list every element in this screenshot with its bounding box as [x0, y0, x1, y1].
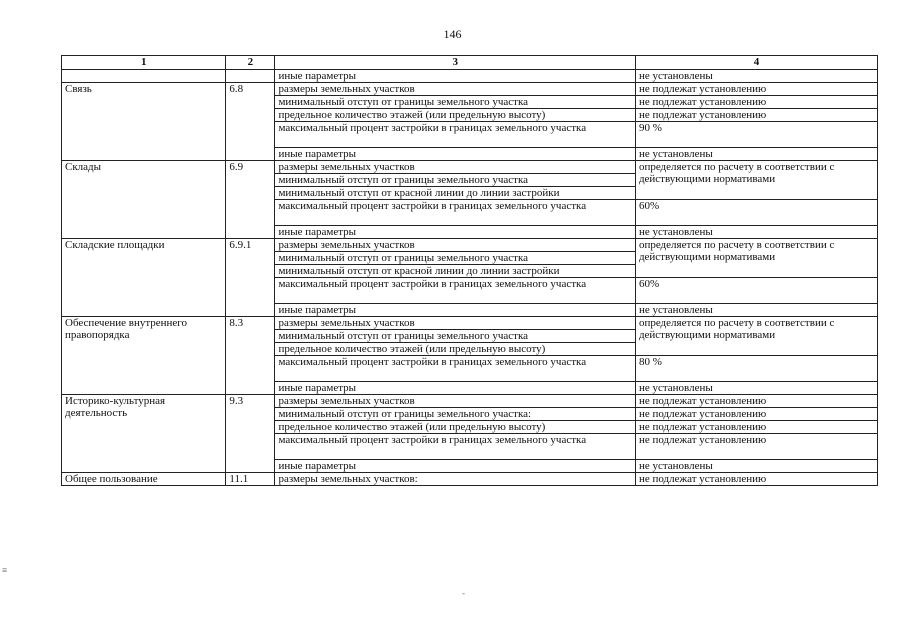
- parameter-cell: иные параметры: [275, 304, 636, 317]
- value-cell: не установлены: [635, 304, 877, 317]
- land-use-name-cell: [62, 70, 226, 83]
- parameter-cell: минимальный отступ от границы земельного участка: [275, 252, 636, 265]
- page-number: 146: [443, 27, 462, 41]
- parameter-cell: размеры земельных участков: [275, 161, 636, 174]
- header-col-3: 3: [275, 56, 636, 70]
- parameter-cell: размеры земельных участков: [275, 239, 636, 252]
- value-cell: не подлежат установлению: [635, 434, 877, 460]
- parameter-cell: иные параметры: [275, 70, 636, 83]
- parameter-cell: максимальный процент застройки в границах земельного участка: [275, 356, 636, 382]
- table-row: [62, 239, 878, 252]
- land-use-code-cell: 6.9.1: [226, 239, 275, 317]
- bottom-mark: -: [462, 588, 465, 598]
- parameter-cell: размеры земельных участков:: [275, 473, 636, 486]
- header-col-2: 2: [226, 56, 275, 70]
- parameter-cell: максимальный процент застройки в границах земельного участка: [275, 278, 636, 304]
- value-cell: не установлены: [635, 226, 877, 239]
- parameter-cell: минимальный отступ от границы земельного участка: [275, 96, 636, 109]
- parameter-cell: максимальный процент застройки в границах земельного участка: [275, 434, 636, 460]
- value-cell: не подлежат установлению: [635, 109, 877, 122]
- value-cell: не установлены: [635, 382, 877, 395]
- margin-mark: ≡: [2, 565, 8, 575]
- parameter-cell: иные параметры: [275, 148, 636, 161]
- land-use-name-cell: Связь: [62, 83, 226, 161]
- value-cell: не установлены: [635, 148, 877, 161]
- value-cell: не установлены: [635, 460, 877, 473]
- value-cell: не подлежат установлению: [635, 408, 877, 421]
- parameter-cell: минимальный отступ от границы земельного участка:: [275, 408, 636, 421]
- merged-value-cell: определяется по расчету в соответствии с действующими нормативами: [635, 161, 877, 200]
- parameter-cell: минимальный отступ от границы земельного участка: [275, 174, 636, 187]
- table-body: [62, 70, 878, 486]
- parameter-cell: максимальный процент застройки в границах земельного участка: [275, 200, 636, 226]
- parameter-cell: минимальный отступ от красной линии до линии застройки: [275, 265, 636, 278]
- table-row: [62, 473, 878, 486]
- value-cell: не подлежат установлению: [635, 96, 877, 109]
- land-use-name-cell: Складские площадки: [62, 239, 226, 317]
- table-row: [62, 161, 878, 174]
- land-use-name-cell: Обеспечение внутреннего правопорядка: [62, 317, 226, 395]
- value-cell: 80 %: [635, 356, 877, 382]
- parameter-cell: минимальный отступ от границы земельного участка: [275, 330, 636, 343]
- value-cell: 60%: [635, 200, 877, 226]
- value-cell: 90 %: [635, 122, 877, 148]
- value-cell: не подлежат установлению: [635, 473, 877, 486]
- table-row: [62, 83, 878, 96]
- table-row: [62, 317, 878, 330]
- parameter-cell: максимальный процент застройки в границах земельного участка: [275, 122, 636, 148]
- parameter-cell: предельное количество этажей (или предельную высоту): [275, 421, 636, 434]
- land-use-code-cell: 9.3: [226, 395, 275, 473]
- land-use-code-cell: 6.8: [226, 83, 275, 161]
- regulations-table: [61, 55, 878, 486]
- parameter-cell: размеры земельных участков: [275, 83, 636, 96]
- value-cell: 60%: [635, 278, 877, 304]
- parameter-cell: размеры земельных участков: [275, 395, 636, 408]
- land-use-name-cell: Склады: [62, 161, 226, 239]
- land-use-code-cell: 8.3: [226, 317, 275, 395]
- table-header-row: [62, 56, 878, 70]
- header-col-1: 1: [62, 56, 226, 70]
- parameter-cell: иные параметры: [275, 226, 636, 239]
- merged-value-cell: определяется по расчету в соответствии с действующими нормативами: [635, 317, 877, 356]
- land-use-code-cell: 11.1: [226, 473, 275, 486]
- value-cell: не подлежат установлению: [635, 421, 877, 434]
- header-col-4: 4: [635, 56, 877, 70]
- merged-value-cell: определяется по расчету в соответствии с действующими нормативами: [635, 239, 877, 278]
- land-use-name-cell: Историко-культурная деятельность: [62, 395, 226, 473]
- parameter-cell: иные параметры: [275, 460, 636, 473]
- parameter-cell: иные параметры: [275, 382, 636, 395]
- land-use-code-cell: 6.9: [226, 161, 275, 239]
- parameter-cell: размеры земельных участков: [275, 317, 636, 330]
- land-use-code-cell: [226, 70, 275, 83]
- parameter-cell: предельное количество этажей (или предельную высоту): [275, 109, 636, 122]
- value-cell: не подлежат установлению: [635, 83, 877, 96]
- value-cell: не подлежат установлению: [635, 395, 877, 408]
- parameter-cell: минимальный отступ от красной линии до линии застройки: [275, 187, 636, 200]
- value-cell: не установлены: [635, 70, 877, 83]
- land-use-name-cell: Общее пользование: [62, 473, 226, 486]
- table-row: [62, 395, 878, 408]
- table-row: [62, 70, 878, 83]
- parameter-cell: предельное количество этажей (или предельную высоту): [275, 343, 636, 356]
